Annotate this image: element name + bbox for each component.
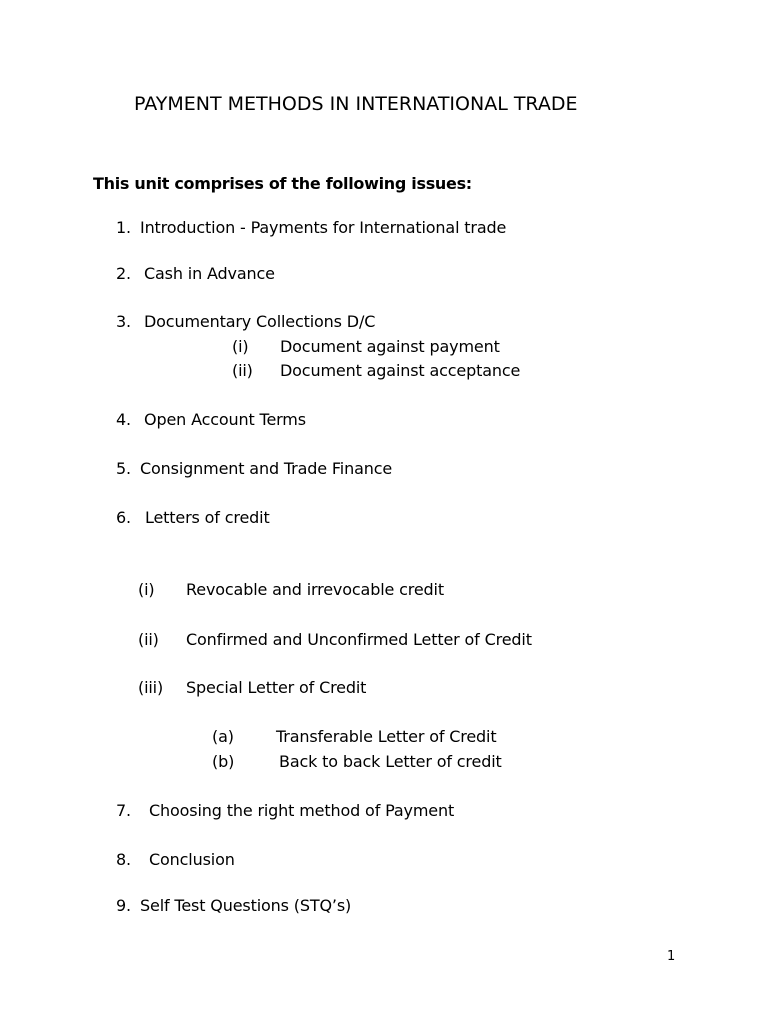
list-item-number: 4. (116, 410, 131, 429)
page-number: 1 (667, 949, 676, 964)
list-item-number: 5. (116, 459, 131, 478)
sub-sub-item-number: (b) (212, 752, 235, 771)
sub-item-text: Document against payment (280, 337, 500, 356)
list-item-text: Self Test Questions (STQ’s) (140, 896, 352, 915)
list-item-text: Open Account Terms (144, 410, 306, 429)
intro-text: This unit comprises of the following issues: (93, 174, 472, 193)
list-item-text: Conclusion (149, 850, 235, 869)
list-item-text: Introduction - Payments for International trade (140, 218, 507, 237)
sub-sub-item-number: (a) (212, 727, 234, 746)
list-item-text: Letters of credit (145, 508, 270, 527)
list-item-number: 6. (116, 508, 131, 527)
page-title: PAYMENT METHODS IN INTERNATIONAL TRADE (134, 93, 578, 115)
list-item-number: 7. (116, 801, 131, 820)
list-item-text: Choosing the right method of Payment (149, 801, 455, 820)
list-item-text: Consignment and Trade Finance (140, 459, 393, 478)
sub-item-number: (ii) (232, 361, 253, 380)
list-item-text: Cash in Advance (144, 264, 275, 283)
sub-sub-item-text: Back to back Letter of credit (279, 752, 502, 771)
sub-item-text: Document against acceptance (280, 361, 521, 380)
list-item-number: 9. (116, 896, 131, 915)
sub-item-text: Confirmed and Unconfirmed Letter of Credit (186, 630, 532, 649)
list-item-text: Documentary Collections D/C (144, 312, 376, 331)
sub-item-number: (i) (138, 580, 155, 599)
list-item-number: 3. (116, 312, 131, 331)
sub-item-text: Special Letter of Credit (186, 678, 367, 697)
sub-item-number: (ii) (138, 630, 159, 649)
list-item-number: 8. (116, 850, 131, 869)
list-item-number: 1. (116, 218, 131, 237)
list-item-number: 2. (116, 264, 131, 283)
sub-item-number: (iii) (138, 678, 164, 697)
sub-item-number: (i) (232, 337, 249, 356)
sub-item-text: Revocable and irrevocable credit (186, 580, 444, 599)
sub-sub-item-text: Transferable Letter of Credit (276, 727, 497, 746)
